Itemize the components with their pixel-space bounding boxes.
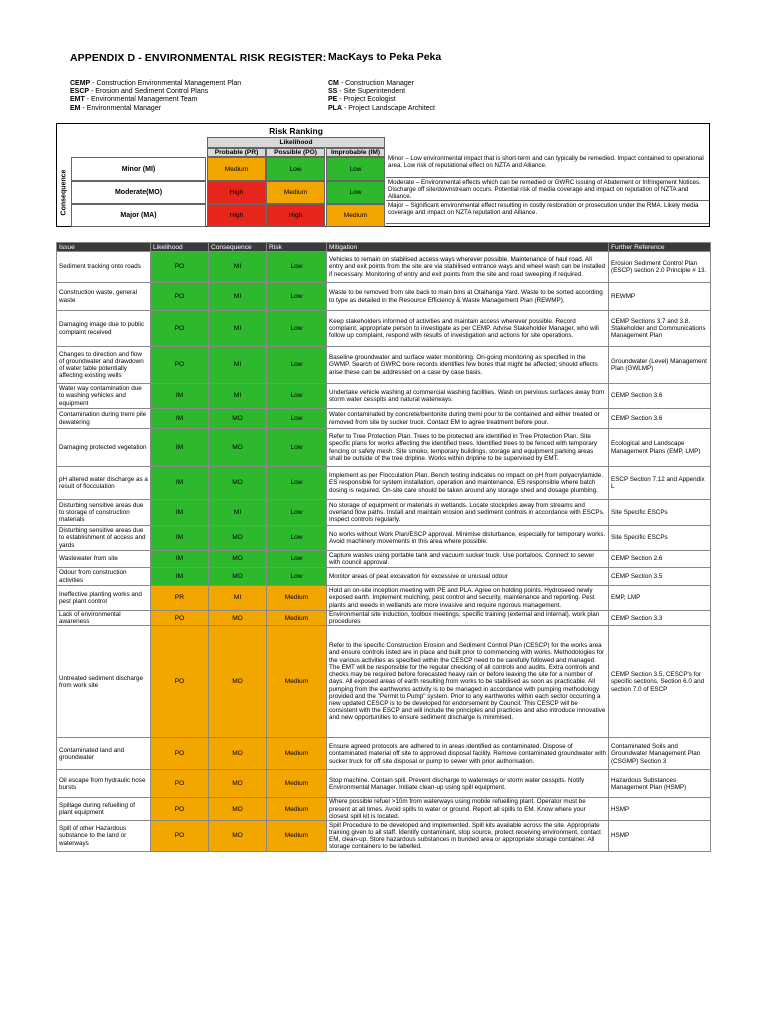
risk-level-cell: Low (326, 157, 385, 181)
risk-cell: Medium (267, 586, 327, 611)
risk-level-cell: High (266, 204, 325, 227)
register-row (57, 283, 711, 311)
reference-cell: CEMP Section 3.5 (609, 568, 711, 586)
risk-cell: Medium (267, 798, 327, 821)
consequence-cell: MO (209, 798, 267, 821)
likelihood-cell: IM (151, 500, 209, 526)
mitigation-cell: Keep stakeholders informed of activities and maintain access wherever possible. Record complaint, appropriate person to investigate as per CEMP. Advise Stakeholder Manager, who will follow up complaint, respond with results of investigation and actions for site operations. (327, 311, 609, 347)
consequence-cell: MO (209, 409, 267, 429)
abbreviation-code: PE (328, 96, 338, 104)
consequence-cell: MO (209, 568, 267, 586)
mitigation-cell: Refer to the specific Construction Erosion and Sediment Control Plan (CESCP) for the works area and ensure controls listed are in place and built prior to commencing with works. Methodologies for the various activities as specified within the CESCP need to be carefully followed and managed. The EMT will be responsible for the regular checking of all controls and audits. Extra controls and checks may be required before forecasted heavy rain or before leaving the site for a number of days. All exposed areas of earth resulting from works to be stabilised as soon as practicable. All pumping from the earthworks activity is to be managed in accordance with pumping methodology provided and the "Permit to Pump" system. Prior to any earthworks within each sector occurring a new updated CESCP is to be developed for endorsement by Council. This CESCP will be consistent with the ESCP and will include the principles and practices and also introduce innovative and new opportunities to ensure sediment discharge is minimised. (327, 626, 609, 738)
issue-cell: Ineffective planting works and pest plant control (57, 586, 151, 611)
abbreviation-line (328, 80, 435, 88)
abbreviation-code: PLA (328, 104, 342, 112)
likelihood-cell: PO (151, 738, 209, 770)
reference-cell: Groundwater (Level) Management Plan (GWLMP) (609, 347, 711, 384)
abbreviation-meaning: - Construction Manager (338, 80, 414, 87)
consequence-description: Minor – Low environmental impact that is short-term and can typically be remedied. Impact contained to operational area. Low risk of reputational effect on NZTA and Alliance. (386, 154, 709, 178)
reference-cell: CEMP Section 3.6 (609, 409, 711, 429)
abbreviation-meaning: - Environmental Manager (80, 104, 162, 112)
issue-cell: Lack of environmental awareness (57, 611, 151, 626)
risk-ranking-matrix (56, 123, 710, 227)
abbreviation-line (328, 105, 435, 113)
risk-cell: Medium (267, 770, 327, 798)
reference-cell: CEMP Section 3.6 (609, 384, 711, 409)
issue-cell: Oil escape from hydraulic hose bursts (57, 770, 151, 798)
mitigation-cell: Capture wastes using portable tank and vacuum sucker truck. Use portaloos. Connect to sewer with council approval. (327, 551, 609, 568)
abbreviations-left (70, 80, 241, 113)
abbreviation-code: SS (328, 88, 338, 96)
consequence-cell: MI (209, 500, 267, 526)
issue-cell: Damaging protected vegetation (57, 429, 151, 467)
risk-level-cell: Medium (207, 157, 266, 181)
risk-level-cell: Medium (326, 204, 385, 227)
likelihood-cell: PO (151, 347, 209, 384)
consequence-cell: MO (209, 429, 267, 467)
likelihood-cell: PO (151, 283, 209, 311)
consequence-cell: MO (209, 738, 267, 770)
register-column-header: Risk (267, 243, 327, 252)
likelihood-cell: PO (151, 611, 209, 626)
consequence-cell: MO (209, 821, 267, 852)
risk-cell: Low (267, 526, 327, 551)
issue-cell: Disturbing sensitive areas due to storage of construction materials (57, 500, 151, 526)
abbreviation-code: ESCP (70, 88, 90, 96)
likelihood-cell: IM (151, 551, 209, 568)
register-row (57, 347, 711, 384)
likelihood-header: Likelihood (207, 137, 385, 148)
risk-cell: Low (267, 500, 327, 526)
likelihood-column-header: Possible (PO) (266, 148, 325, 157)
mitigation-cell: Hold an on-site inception meeting with PE and PLA. Agree on holding points. Hydroseed newly exposed earth. Implement mulching, pest control and security, maintenance and reporting. Pest plants and weeds in wetlands are more invasive and require rigorous management. (327, 586, 609, 611)
likelihood-cell: IM (151, 467, 209, 500)
abbreviation-line (328, 96, 435, 104)
document-title: APPENDIX D - ENVIRONMENTAL RISK REGISTER: (70, 52, 327, 64)
consequence-cell: MI (209, 252, 267, 283)
risk-cell: Low (267, 429, 327, 467)
consequence-cell: MO (209, 626, 267, 738)
issue-cell: Sediment tracking onto roads (57, 252, 151, 283)
register-header-row (57, 243, 711, 252)
consequence-cell: MO (209, 467, 267, 500)
abbreviation-code: EMT (70, 96, 85, 104)
register-row (57, 821, 711, 852)
consequence-cell: MI (209, 311, 267, 347)
risk-cell: Medium (267, 611, 327, 626)
mitigation-cell: Where possible refuel >10m from waterways using mobile refuelling plant. Operator must be present at all times. Avoid spills to water or ground. Report all spills to EM. Know where your closest spill kit is located. (327, 798, 609, 821)
abbreviation-code: CM (328, 80, 339, 87)
consequence-cell: MO (209, 770, 267, 798)
risk-cell: Low (267, 311, 327, 347)
issue-cell: pH altered water discharge as a result of flocculation (57, 467, 151, 500)
register-row (57, 429, 711, 467)
risk-cell: Medium (267, 626, 327, 738)
risk-level-cell: Low (266, 157, 325, 181)
register-row (57, 409, 711, 429)
likelihood-cell: PO (151, 770, 209, 798)
consequence-row-label: Moderate(MO) (71, 181, 206, 204)
likelihood-cell: IM (151, 429, 209, 467)
mitigation-cell: No works without Work Plan/ESCP approval. Minimise disturbance, especially for temporary works. Avoid machinery movements in this area where possible. (327, 526, 609, 551)
likelihood-cell: PR (151, 586, 209, 611)
mitigation-cell: Spill Procedure to be developed and implemented. Spill kits available across the site. Appropriate training given to all staff. Identify contaminant, stop source, protect receiving environment, contact EM, clean-up. Store hazardous substances in bunded area or appropriate storage container. All storage containers to be labelled. (327, 821, 609, 852)
consequence-cell: MI (209, 347, 267, 384)
issue-cell: Odour from construction activities (57, 568, 151, 586)
likelihood-column-header: Improbable (IM) (326, 148, 385, 157)
issue-cell: Disturbing sensitive areas due to establishment of access and yards (57, 526, 151, 551)
reference-cell: Site Specific ESCPs (609, 526, 711, 551)
issue-cell: Contaminated land and groundwater (57, 738, 151, 770)
abbreviation-meaning: - Project Ecologist (337, 96, 396, 104)
reference-cell: CEMP Section 3.5, CESCP's for specific sections. Section 6.0 and section 7.0 of ESCP (609, 626, 711, 738)
risk-ranking-title: Risk Ranking (269, 126, 323, 136)
consequence-label: Consequence (60, 169, 68, 215)
consequence-row-label: Major (MA) (71, 204, 206, 227)
mitigation-cell: Monitor areas of peat excavation for excessive or unusual odour (327, 568, 609, 586)
likelihood-cell: IM (151, 384, 209, 409)
mitigation-cell: Baseline groundwater and surface water monitoring. On-going monitoring as specified in the GWMP. Search of GWRC bore records identifies few bores that might be affected; should effects arise these can be addressed on a case by case basis. (327, 347, 609, 384)
mitigation-cell: Stop machine. Contain spill. Prevent discharge to waterways or storm water cesspits. Notify Environmental Manager. Initiate clean-up using spill equipment. (327, 770, 609, 798)
reference-cell: Hazardous Substances Management Plan (HSMP) (609, 770, 711, 798)
risk-level-cell: High (207, 204, 266, 227)
reference-cell: HSMP (609, 798, 711, 821)
consequence-description: Major – Significant environmental effect resulting in costly restoration or prosecution under the RMA. Likely media coverage and impact on NZTA reputation and Alliance. (386, 201, 709, 224)
issue-cell: Changes to direction and flow of groundwater and drawdown of water table potentially affecting existing wells (57, 347, 151, 384)
abbreviation-line (328, 88, 435, 96)
abbreviation-meaning: - Project Landscape Architect (342, 104, 435, 112)
mitigation-cell: Implement as per Flocculation Plan. Bench testing indicates no impact on pH from polyacrylamide. ES responsible for system installation, operation and maintenance. ES responsible where batch dosing is required. On-site care should be taken around any storage shed and dosage plumbing. (327, 467, 609, 500)
risk-cell: Low (267, 467, 327, 500)
register-row (57, 551, 711, 568)
risk-cell: Low (267, 283, 327, 311)
reference-cell: Ecological and Landscape Management Plans (EMP, LMP) (609, 429, 711, 467)
likelihood-cell: PO (151, 311, 209, 347)
reference-cell: Site Specific ESCPs (609, 500, 711, 526)
abbreviation-code: CEMP (70, 80, 91, 87)
register-column-header: Further Reference (609, 243, 711, 252)
register-row (57, 586, 711, 611)
abbreviations-right (328, 80, 435, 113)
register-column-header: Issue (57, 243, 151, 252)
consequence-cell: MO (209, 611, 267, 626)
reference-cell: HSMP (609, 821, 711, 852)
project-name: MacKays to Peka Peka (328, 51, 442, 63)
likelihood-column-header: Probable (PR) (207, 148, 266, 157)
likelihood-cell: PO (151, 798, 209, 821)
risk-level-cell: Low (326, 181, 385, 204)
mitigation-cell: Refer to Tree Protection Plan. Trees to be protected are identified in Tree Protection Plan. Site specific plans for works affecting the identified trees. Identified trees to be fenced with temporary fencing or safety mesh. Site smoko, temporary buildings, storage and equipment parking areas shall be outside of the tree dripline. Works within dripline to be supervised by EMT. (327, 429, 609, 467)
register-row (57, 738, 711, 770)
consequence-row-label: Minor (MI) (71, 157, 206, 181)
consequence-cell: MO (209, 551, 267, 568)
register-row (57, 526, 711, 551)
likelihood-cell: PO (151, 626, 209, 738)
abbreviation-meaning: - Environmental Management Team (84, 96, 198, 104)
issue-cell: Construction waste, general waste (57, 283, 151, 311)
risk-cell: Medium (267, 821, 327, 852)
risk-level-cell: Medium (266, 181, 325, 204)
likelihood-cell: IM (151, 568, 209, 586)
reference-cell: CEMP Section 2.6 (609, 551, 711, 568)
likelihood-cell: IM (151, 409, 209, 429)
risk-register-table (56, 242, 711, 852)
consequence-cell: MI (209, 384, 267, 409)
mitigation-cell: Waste to be removed from site back to main bins at Otaihanga Yard. Waste to be sorted according to type as detailed in the Resource Efficiency & Waste Management Plan (REWMP). (327, 283, 609, 311)
abbreviation-code: EM (70, 104, 81, 112)
issue-cell: Damaging image due to public complaint received (57, 311, 151, 347)
abbreviation-line (70, 88, 241, 96)
risk-level-cell: High (207, 181, 266, 204)
register-row (57, 384, 711, 409)
risk-cell: Low (267, 409, 327, 429)
mitigation-cell: Undertake vehicle washing at commercial washing facilities. Wash on pervious surfaces away from storm water cesspits and natural waterways. (327, 384, 609, 409)
risk-cell: Low (267, 568, 327, 586)
reference-cell: Erosion Sediment Control Plan (ESCP) section 2.0 Principle # 13. (609, 252, 711, 283)
register-row (57, 798, 711, 821)
abbreviation-line (70, 105, 241, 113)
reference-cell: REWMP (609, 283, 711, 311)
register-row (57, 311, 711, 347)
issue-cell: Untreated sediment discharge from work site (57, 626, 151, 738)
register-row (57, 770, 711, 798)
consequence-description: Moderate – Environmental effects which can be remedied or GWRC issuing of Abatement or Infringement Notices. Discharge off site/downstream occurs. Potential risk of media coverage and impact on reputation of NZTA and Alliance. (386, 178, 709, 201)
register-row (57, 611, 711, 626)
abbreviation-meaning: - Construction Environmental Management Plan (90, 80, 242, 87)
issue-cell: Wastewater from site (57, 551, 151, 568)
consequence-cell: MI (209, 586, 267, 611)
likelihood-cell: IM (151, 526, 209, 551)
register-row (57, 467, 711, 500)
reference-cell: Contaminated Soils and Groundwater Management Plan (CSGMP) Section 3 (609, 738, 711, 770)
register-row (57, 500, 711, 526)
likelihood-cell: PO (151, 252, 209, 283)
reference-cell: ESCP Section 7.12 and Appendix L (609, 467, 711, 500)
mitigation-cell: No storage of equipment or materials in wetlands. Locate stockpiles away from streams and overland flow paths. Install and maintain erosion and sediment controls in accordance with ESCPs. Inspect controls regularly. (327, 500, 609, 526)
reference-cell: CEMP Section 3.3 (609, 611, 711, 626)
issue-cell: Water way contamination due to washing vehicles and equipment (57, 384, 151, 409)
mitigation-cell: Water contaminated by concrete/bentonite during tremi pour to be contained and either treated or removed from site by sucker truck. Contact EM to agree treatment before pour. (327, 409, 609, 429)
risk-cell: Low (267, 384, 327, 409)
issue-cell: Spill of other Hazardous substance to the land or waterways (57, 821, 151, 852)
abbreviation-line (70, 80, 241, 88)
reference-cell: EMP, LMP (609, 586, 711, 611)
risk-cell: Medium (267, 738, 327, 770)
register-row (57, 252, 711, 283)
reference-cell: CEMP Sections 3.7 and 3.8. Stakeholder and Communications Management Plan (609, 311, 711, 347)
register-row (57, 568, 711, 586)
register-column-header: Consequence (209, 243, 267, 252)
register-column-header: Mitigation (327, 243, 609, 252)
issue-cell: Spillage during refuelling of plant equipment (57, 798, 151, 821)
consequence-cell: MO (209, 526, 267, 551)
consequence-cell: MI (209, 283, 267, 311)
register-column-header: Likelihood (151, 243, 209, 252)
risk-cell: Low (267, 252, 327, 283)
mitigation-cell: Environmental site induction, toolbox meetings, specific training (external and internal), work plan procedures (327, 611, 609, 626)
abbreviation-meaning: - Site Superintendent (337, 88, 406, 96)
mitigation-cell: Vehicles to remain on stabilised access ways wherever possible. Maintenance of haul road. All entry and exit points from the site are via stabilised entrance ways and wheel wash can be installed if necessary. Monitoring of entry and exit points from the site and road sweeping if required. (327, 252, 609, 283)
register-row (57, 626, 711, 738)
likelihood-cell: PO (151, 821, 209, 852)
abbreviation-meaning: - Erosion and Sediment Control Plans (89, 88, 209, 96)
issue-cell: Contamination during tremi pile dewatering (57, 409, 151, 429)
risk-cell: Low (267, 347, 327, 384)
mitigation-cell: Ensure agreed protocols are adhered to in areas identified as contaminated. Dispose of contaminated material off site to approved disposal facility. Remove contaminated groundwater with sucker truck for off site disposal or pump to sewer with prior authorisation. (327, 738, 609, 770)
risk-cell: Low (267, 551, 327, 568)
abbreviation-line (70, 96, 241, 104)
